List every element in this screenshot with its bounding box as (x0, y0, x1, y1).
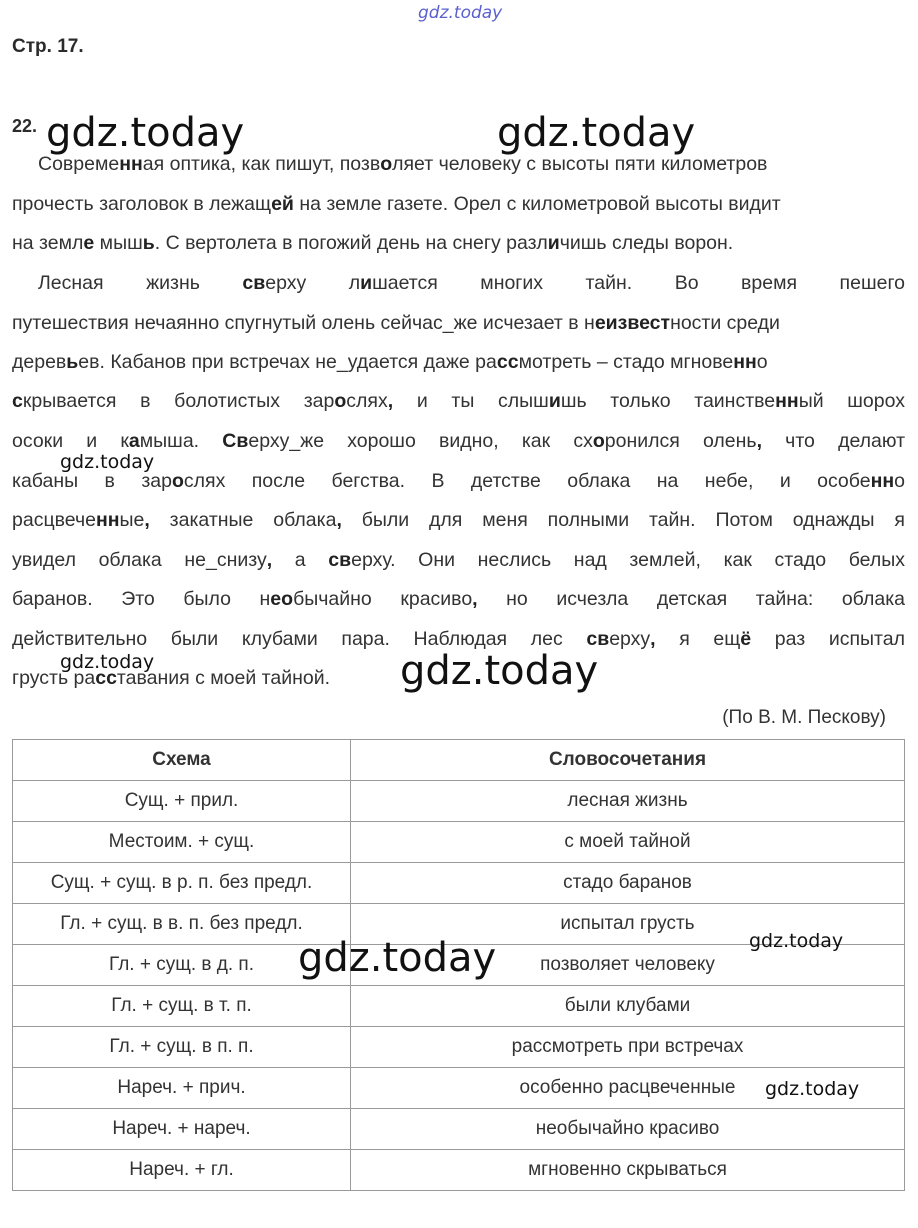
table-row (13, 822, 905, 863)
watermark: gdz.today (749, 930, 844, 952)
text-line-9: кабаны в зарослях после бегства. В детстве облака на небе, и особенно (12, 470, 905, 492)
scheme-cell: Гл. + сущ. в п. п. (13, 1027, 351, 1068)
collocation-cell: необычайно красиво (351, 1109, 905, 1150)
header-scheme: Схема (13, 740, 351, 781)
scheme-cell: Сущ. + прил. (13, 781, 351, 822)
scheme-cell: Местоим. + сущ. (13, 822, 351, 863)
collocation-cell: особенно расцвеченные (351, 1068, 905, 1109)
collocation-cell: стадо баранов (351, 863, 905, 904)
author-attribution: (По В. М. Пескову) (722, 707, 886, 728)
text-line-4: Лесная жизнь сверху лишается многих тайн. Во время пешего (38, 272, 905, 294)
table-row (13, 863, 905, 904)
collocation-cell: рассмотреть при встречах (351, 1027, 905, 1068)
text-line-1: Современная оптика, как пишут, позволяет человеку с высоты пяти километров (38, 153, 768, 175)
scheme-cell: Гл. + сущ. в т. п. (13, 986, 351, 1027)
table-row (13, 781, 905, 822)
text-line-3: на земле мышь. С вертолета в погожий день на снегу различишь следы ворон. (12, 232, 734, 254)
table-row (13, 1027, 905, 1068)
scheme-cell: Гл. + сущ. в в. п. без предл. (13, 904, 351, 945)
text-line-7: скрывается в болотистых зарослях, и ты слышишь только таинственный шорох (12, 390, 905, 412)
watermark: gdz.today (765, 1078, 860, 1100)
text-line-5: путешествия нечаянно спугнутый олень сейчас_же исчезает в неизвестности среди (12, 312, 780, 334)
watermark: gdz.today (46, 110, 245, 156)
scheme-cell: Гл. + сущ. в д. п. (13, 945, 351, 986)
collocation-cell: лесная жизнь (351, 781, 905, 822)
text-line-12: баранов. Это было необычайно красиво, но исчезла детская тайна: облака (12, 588, 905, 610)
text-line-10: расцвеченные, закатные облака, были для меня полными тайн. Потом однажды я (12, 509, 905, 531)
text-line-11: увидел облака не_снизу, а сверху. Они неслись над землей, как стадо белых (12, 549, 905, 571)
watermark: gdz.today (60, 451, 155, 473)
collocation-cell: были клубами (351, 986, 905, 1027)
page-label: Стр. 17. (12, 36, 84, 57)
table-row (13, 986, 905, 1027)
header-collocations: Словосочетания (351, 740, 905, 781)
exercise-number: 22. (12, 116, 38, 136)
text-line-8: осоки и камыша. Сверху_же хорошо видно, как схоронился олень, что делают (12, 430, 905, 452)
table-header-row (13, 740, 905, 781)
scheme-cell: Нареч. + прич. (13, 1068, 351, 1109)
watermark: gdz.today (497, 110, 696, 156)
text-line-14: грусть расставания с моей тайной. (12, 667, 331, 689)
collocation-cell: мгновенно скрываться (351, 1150, 905, 1191)
scheme-cell: Сущ. + сущ. в р. п. без предл. (13, 863, 351, 904)
collocation-cell: позволяет человеку (351, 945, 905, 986)
watermark: gdz.today (298, 935, 497, 981)
watermark: gdz.today (400, 648, 599, 694)
text-line-13: действительно были клубами пара. Наблюдая лес сверху, я ещё раз испытал (12, 628, 905, 650)
watermark-top: gdz.today (418, 3, 503, 23)
collocation-cell: испытал грусть (351, 904, 905, 945)
watermark: gdz.today (60, 651, 155, 673)
text-line-6: деревьев. Кабанов при встречах не_удается даже рассмотреть – стадо мгновенно (12, 351, 768, 373)
text-line-2: прочесть заголовок в лежащей на земле газете. Орел с километровой высоты видит (12, 193, 781, 215)
table-row (13, 1109, 905, 1150)
scheme-cell: Нареч. + гл. (13, 1150, 351, 1191)
scheme-cell: Нареч. + нареч. (13, 1109, 351, 1150)
table-row (13, 1150, 905, 1191)
collocation-cell: с моей тайной (351, 822, 905, 863)
